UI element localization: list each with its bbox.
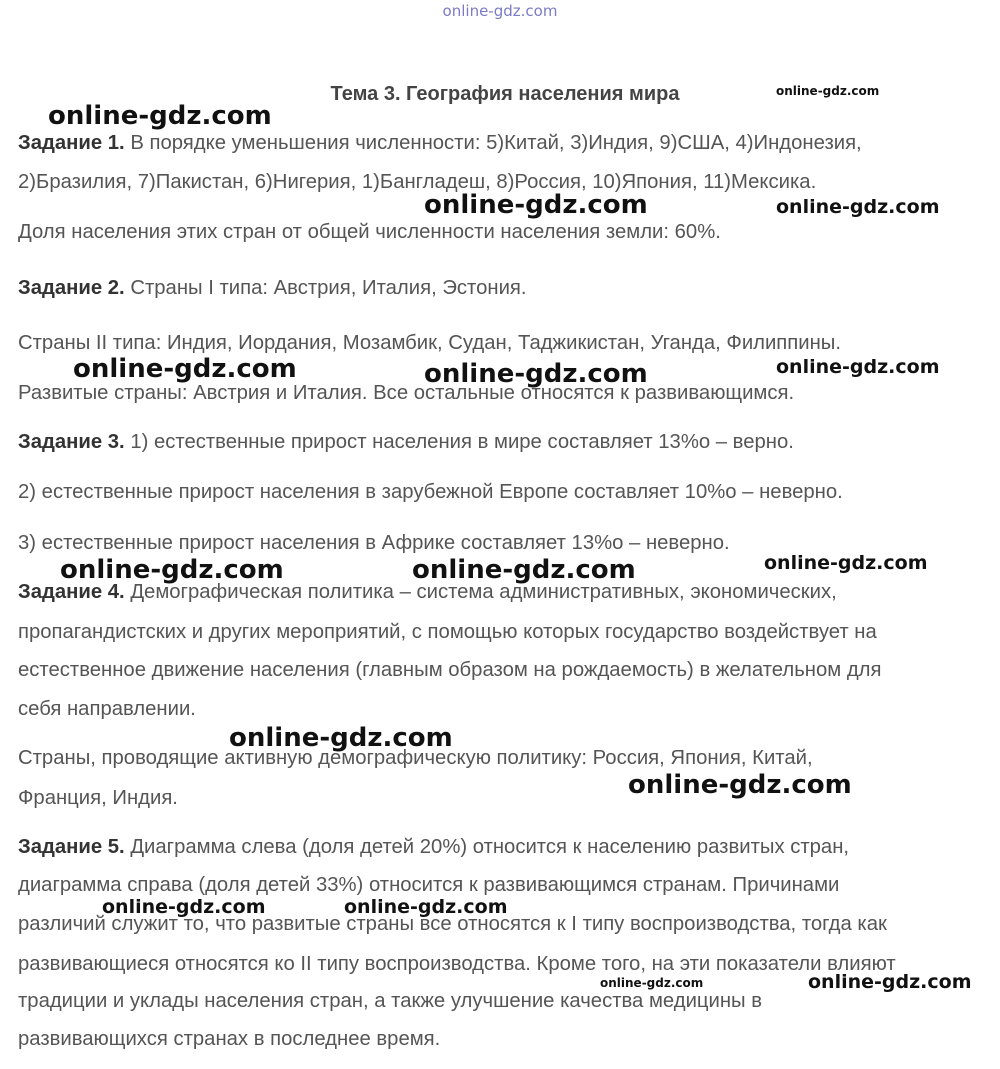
line-text: 2)Бразилия, 7)Пакистан, 6)Нигерия, 1)Бангладеш, 8)Россия, 10)Япония, 11)Мексика. <box>18 171 817 193</box>
line-text: Демографическая политика – система административных, экономических, <box>124 581 837 603</box>
task-label: Задание 1. <box>18 132 125 154</box>
line-text: 2) естественные прирост населения в зарубежной Европе составляет 10%о – неверно. <box>18 481 843 503</box>
task-line <box>18 431 794 454</box>
watermark: online-gdz.com <box>229 723 453 753</box>
watermark: online-gdz.com <box>48 101 272 131</box>
top-watermark: online-gdz.com <box>442 2 558 20</box>
task-line <box>18 836 849 859</box>
watermark: online-gdz.com <box>102 896 266 918</box>
line-text: Доля населения этих стран от общей численности населения земли: 60%. <box>18 221 721 243</box>
line-text: Развитые страны: Австрия и Италия. Все остальные относятся к развивающимся. <box>18 382 795 404</box>
text-line <box>18 659 881 682</box>
watermark: online-gdz.com <box>412 555 636 585</box>
line-text: развивающиеся относятся ко II типу воспроизводства. Кроме того, на эти показатели влияют <box>18 953 896 975</box>
line-text: естественное движение населения (главным образом на рождаемость) в желательном для <box>18 659 882 681</box>
watermark: online-gdz.com <box>776 356 940 378</box>
task-label: Задание 2. <box>18 277 125 299</box>
text-line <box>18 382 794 405</box>
line-text: Франция, Индия. <box>18 787 178 809</box>
watermark: online-gdz.com <box>60 555 284 585</box>
text-line <box>18 481 843 504</box>
text-line <box>18 332 841 355</box>
text-line <box>18 990 762 1013</box>
watermark: online-gdz.com <box>73 354 297 384</box>
task-label: Задание 4. <box>18 581 125 603</box>
line-text: себя направлении. <box>18 698 196 720</box>
task-label: Задание 5. <box>18 836 125 858</box>
watermark: online-gdz.com <box>808 971 972 993</box>
text-line <box>18 698 196 721</box>
watermark: online-gdz.com <box>628 770 852 800</box>
line-text: Диаграмма слева (доля детей 20%) относится к населению развитых стран, <box>124 836 850 858</box>
text-line <box>18 874 839 897</box>
page-title: Тема 3. География населения мира <box>330 83 680 105</box>
text-line <box>18 621 877 644</box>
line-text: пропагандистских и других мероприятий, с помощью которых государство воздействует на <box>18 621 877 643</box>
line-text: развивающихся странах в последнее время. <box>18 1028 441 1050</box>
line-text: Страны, проводящие активную демографическую политику: Россия, Япония, Китай, <box>18 747 813 769</box>
task-line <box>18 132 862 155</box>
task-line <box>18 277 527 300</box>
text-line <box>18 953 896 976</box>
watermark: online-gdz.com <box>776 196 940 218</box>
watermark: online-gdz.com <box>424 359 648 389</box>
text-line <box>18 1028 440 1051</box>
line-text: Страны I типа: Австрия, Италия, Эстония. <box>124 277 527 299</box>
watermark: online-gdz.com <box>776 84 880 98</box>
text-line <box>18 221 721 244</box>
line-text: В порядке уменьшения численности: 5)Китай, 3)Индия, 9)США, 4)Индонезия, <box>124 132 862 154</box>
line-text: диаграмма справа (доля детей 33%) относится к развивающимся странам. Причинами <box>18 874 840 896</box>
task-label: Задание 3. <box>18 431 125 453</box>
watermark: online-gdz.com <box>600 976 704 990</box>
text-line <box>18 532 730 555</box>
line-text: традиции и уклады населения стран, а также улучшение качества медицины в <box>18 990 763 1012</box>
watermark: online-gdz.com <box>764 552 928 574</box>
line-text: Страны II типа: Индия, Иордания, Мозамбик, Судан, Таджикистан, Уганда, Филиппины. <box>18 332 842 354</box>
text-line <box>18 787 178 810</box>
line-text: различий служит то, что развитые страны все относятся к I типу воспроизводства, тогда как <box>18 913 887 935</box>
watermark: online-gdz.com <box>424 190 648 220</box>
text-line <box>18 171 816 194</box>
line-text: 3) естественные прирост населения в Африке составляет 13%о – неверно. <box>18 532 730 554</box>
line-text: 1) естественные прирост населения в мире составляет 13%о – верно. <box>124 431 794 453</box>
watermark: online-gdz.com <box>344 896 508 918</box>
